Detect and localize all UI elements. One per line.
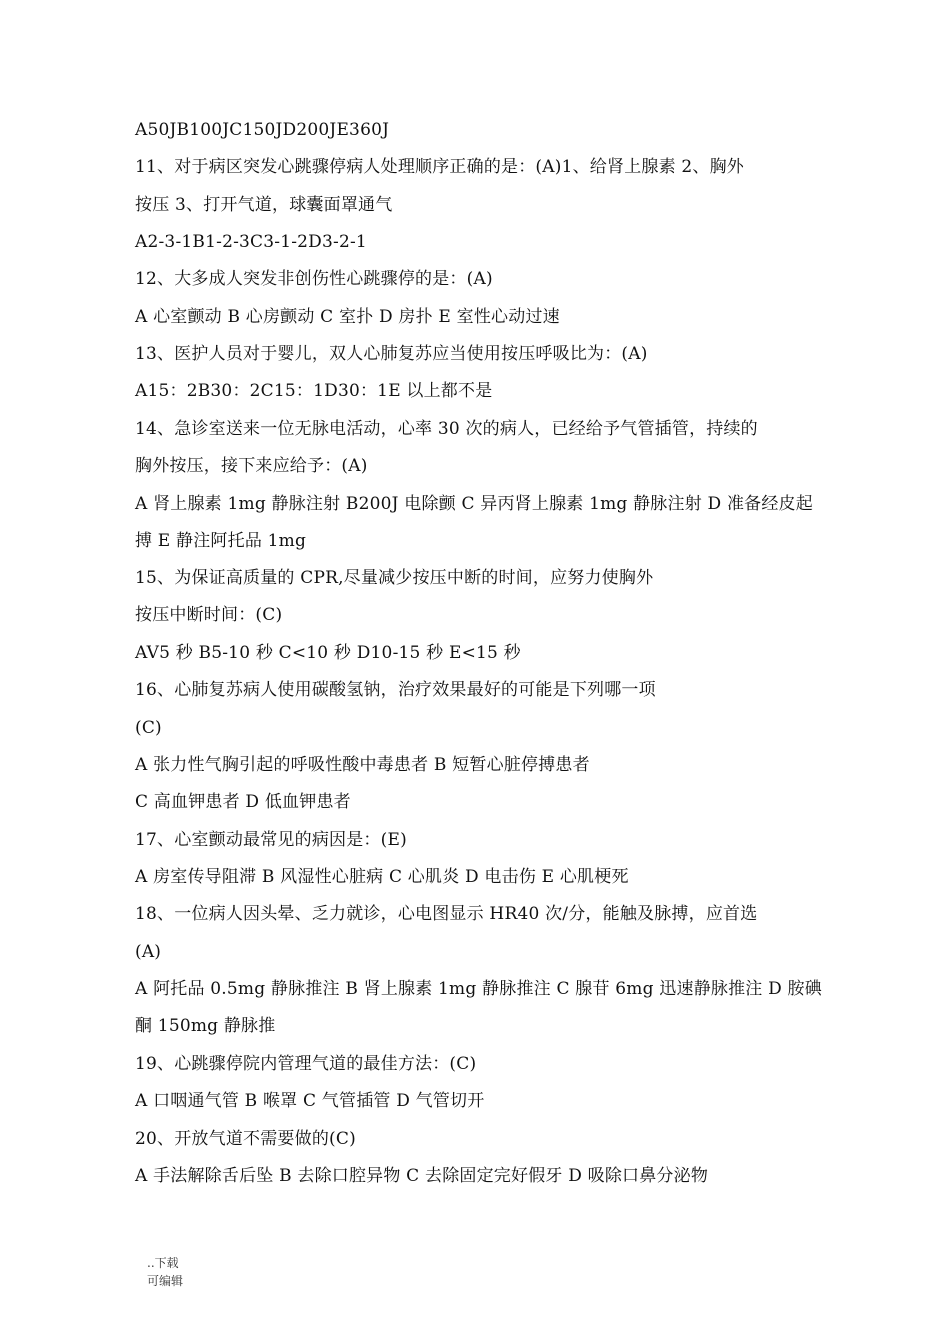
answer-options: A15：2B30：2C15：1D30：1E 以上都不是: [135, 381, 493, 401]
question-18: 18、一位病人因头晕、乏力就诊，心电图显示 HR40 次/分，能触及脉搏，应首选: [135, 904, 758, 924]
text-line: 搏 E 静注阿托品 1mg: [135, 531, 307, 551]
answer-options: A2-3-1B1-2-3C3-1-2D3-2-1: [135, 232, 367, 252]
question-16: 16、心肺复苏病人使用碳酸氢钠，治疗效果最好的可能是下列哪一项: [135, 680, 656, 700]
answer-options: AV5 秒 B5-10 秒 C<10 秒 D10-15 秒 E<15 秒: [135, 643, 521, 663]
question-19: 19、心跳骤停院内管理气道的最佳方法：(C): [135, 1054, 477, 1074]
answer-options: A 肾上腺素 1mg 静脉注射 B200J 电除颤 C 异丙肾上腺素 1mg 静脉注射 D 准备经皮起: [135, 494, 813, 514]
answer-options: A 手法解除舌后坠 B 去除口腔异物 C 去除固定完好假牙 D 吸除口鼻分泌物: [135, 1166, 709, 1186]
question-12: 12、大多成人突发非创伤性心跳骤停的是：(A): [135, 269, 493, 289]
question-15: 15、为保证高质量的 CPR,尽量减少按压中断的时间，应努力使胸外: [135, 568, 654, 588]
answer-options: C 高血钾患者 D 低血钾患者: [135, 792, 351, 812]
text-line: 按压 3、打开气道，球囊面罩通气: [135, 195, 393, 215]
question-14: 14、急诊室送来一位无脉电活动，心率 30 次的病人，已经给予气管插管，持续的: [135, 419, 758, 439]
answer-options: A 心室颤动 B 心房颤动 C 室扑 D 房扑 E 室性心动过速: [135, 307, 560, 327]
question-20: 20、开放气道不需要做的(C): [135, 1129, 356, 1149]
answer-options: A 房室传导阻滞 B 风湿性心脏病 C 心肌炎 D 电击伤 E 心肌梗死: [135, 867, 629, 887]
footer-download-note: ..下载: [147, 1256, 179, 1270]
text-line: 按压中断时间：(C): [135, 605, 283, 625]
text-line: 胸外按压，接下来应给予：(A): [135, 456, 368, 476]
footer-editable-note: 可编辑: [147, 1274, 184, 1288]
question-11: 11、对于病区突发心跳骤停病人处理顺序正确的是：(A)1、给肾上腺素 2、胸外: [135, 157, 745, 177]
question-17: 17、心室颤动最常见的病因是：(E): [135, 830, 407, 850]
answer-options: A 口咽通气管 B 喉罩 C 气管插管 D 气管切开: [135, 1091, 485, 1111]
text-line: A50JB100JC150JD200JE360J: [135, 120, 390, 140]
answer-key: (A): [135, 942, 162, 962]
answer-key: (C): [135, 718, 162, 738]
answer-options: A 阿托品 0.5mg 静脉推注 B 肾上腺素 1mg 静脉推注 C 腺苷 6mg 迅速静脉推注 D 胺碘: [135, 979, 822, 999]
answer-options: A 张力性气胸引起的呼吸性酸中毒患者 B 短暂心脏停搏患者: [135, 755, 590, 775]
question-13: 13、医护人员对于婴儿，双人心肺复苏应当使用按压呼吸比为：(A): [135, 344, 648, 364]
text-line: 酮 150mg 静脉推: [135, 1016, 276, 1036]
